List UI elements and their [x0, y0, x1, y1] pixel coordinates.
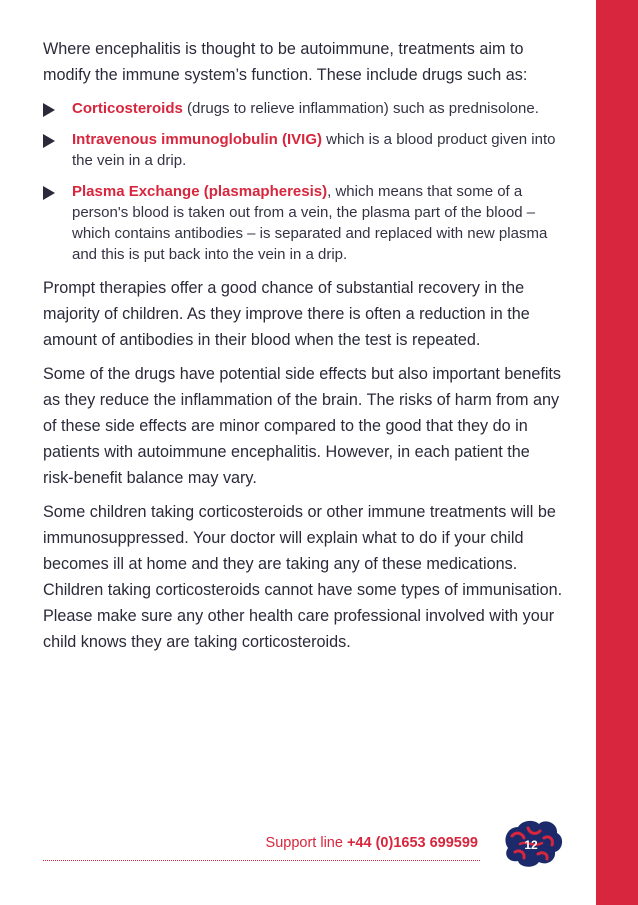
right-accent-bar	[596, 0, 638, 905]
arrow-bullet-icon	[43, 186, 55, 200]
treatment-description: (drugs to relieve inflammation) such as prednisolone.	[182, 100, 539, 117]
treatment-description: which is a blood product given into the vein in a drip.	[72, 131, 556, 169]
arrow-bullet-icon	[43, 134, 55, 148]
support-label: Support line	[265, 835, 347, 851]
list-item	[43, 181, 563, 265]
footer-divider	[43, 860, 480, 861]
treatment-term: Corticosteroids	[72, 100, 183, 117]
arrow-bullet-icon	[43, 103, 55, 117]
page-content	[43, 36, 563, 663]
body-paragraph: Some children taking corticosteroids or other immune treatments will be immunosuppressed. Your doctor will explain what to do if your child becomes ill at home and they are taking any of these medications. Children taking corticosteroids cannot have some types of immunisation. Please make sure any other health care professional involved with your child knows they are taking corticosteroids.	[43, 503, 563, 651]
support-phone[interactable]: +44 (0)1653 699599	[346, 835, 478, 851]
treatment-list	[43, 98, 563, 265]
page-number: 12	[524, 838, 538, 852]
treatment-description: , which means that some of a person's blood is taken out from a vein, the plasma part of the blood – which contains antibodies – is separated and replaced with new plasma and this is put back into the vein in a drip.	[72, 183, 548, 263]
treatment-term: Plasma Exchange (plasmapheresis)	[72, 183, 328, 200]
support-line	[0, 835, 478, 851]
treatment-term: Intravenous immunoglobulin (IVIG)	[72, 131, 322, 148]
list-item	[43, 129, 563, 171]
list-item	[43, 98, 563, 119]
intro-paragraph: Where encephalitis is thought to be autoimmune, treatments aim to modify the immune system’s function. These include drugs such as:	[43, 40, 528, 84]
body-paragraph: Some of the drugs have potential side effects but also important benefits as they reduce the inflammation of the brain. The risks of harm from any of these side effects are minor compared to the good that they do in patients with autoimmune encephalitis. However, in each patient the risk-benefit balance may vary.	[43, 365, 562, 487]
body-paragraph: Prompt therapies offer a good chance of substantial recovery in the majority of children. As they improve there is often a reduction in the amount of antibodies in their blood when the test is repeated.	[43, 279, 530, 349]
